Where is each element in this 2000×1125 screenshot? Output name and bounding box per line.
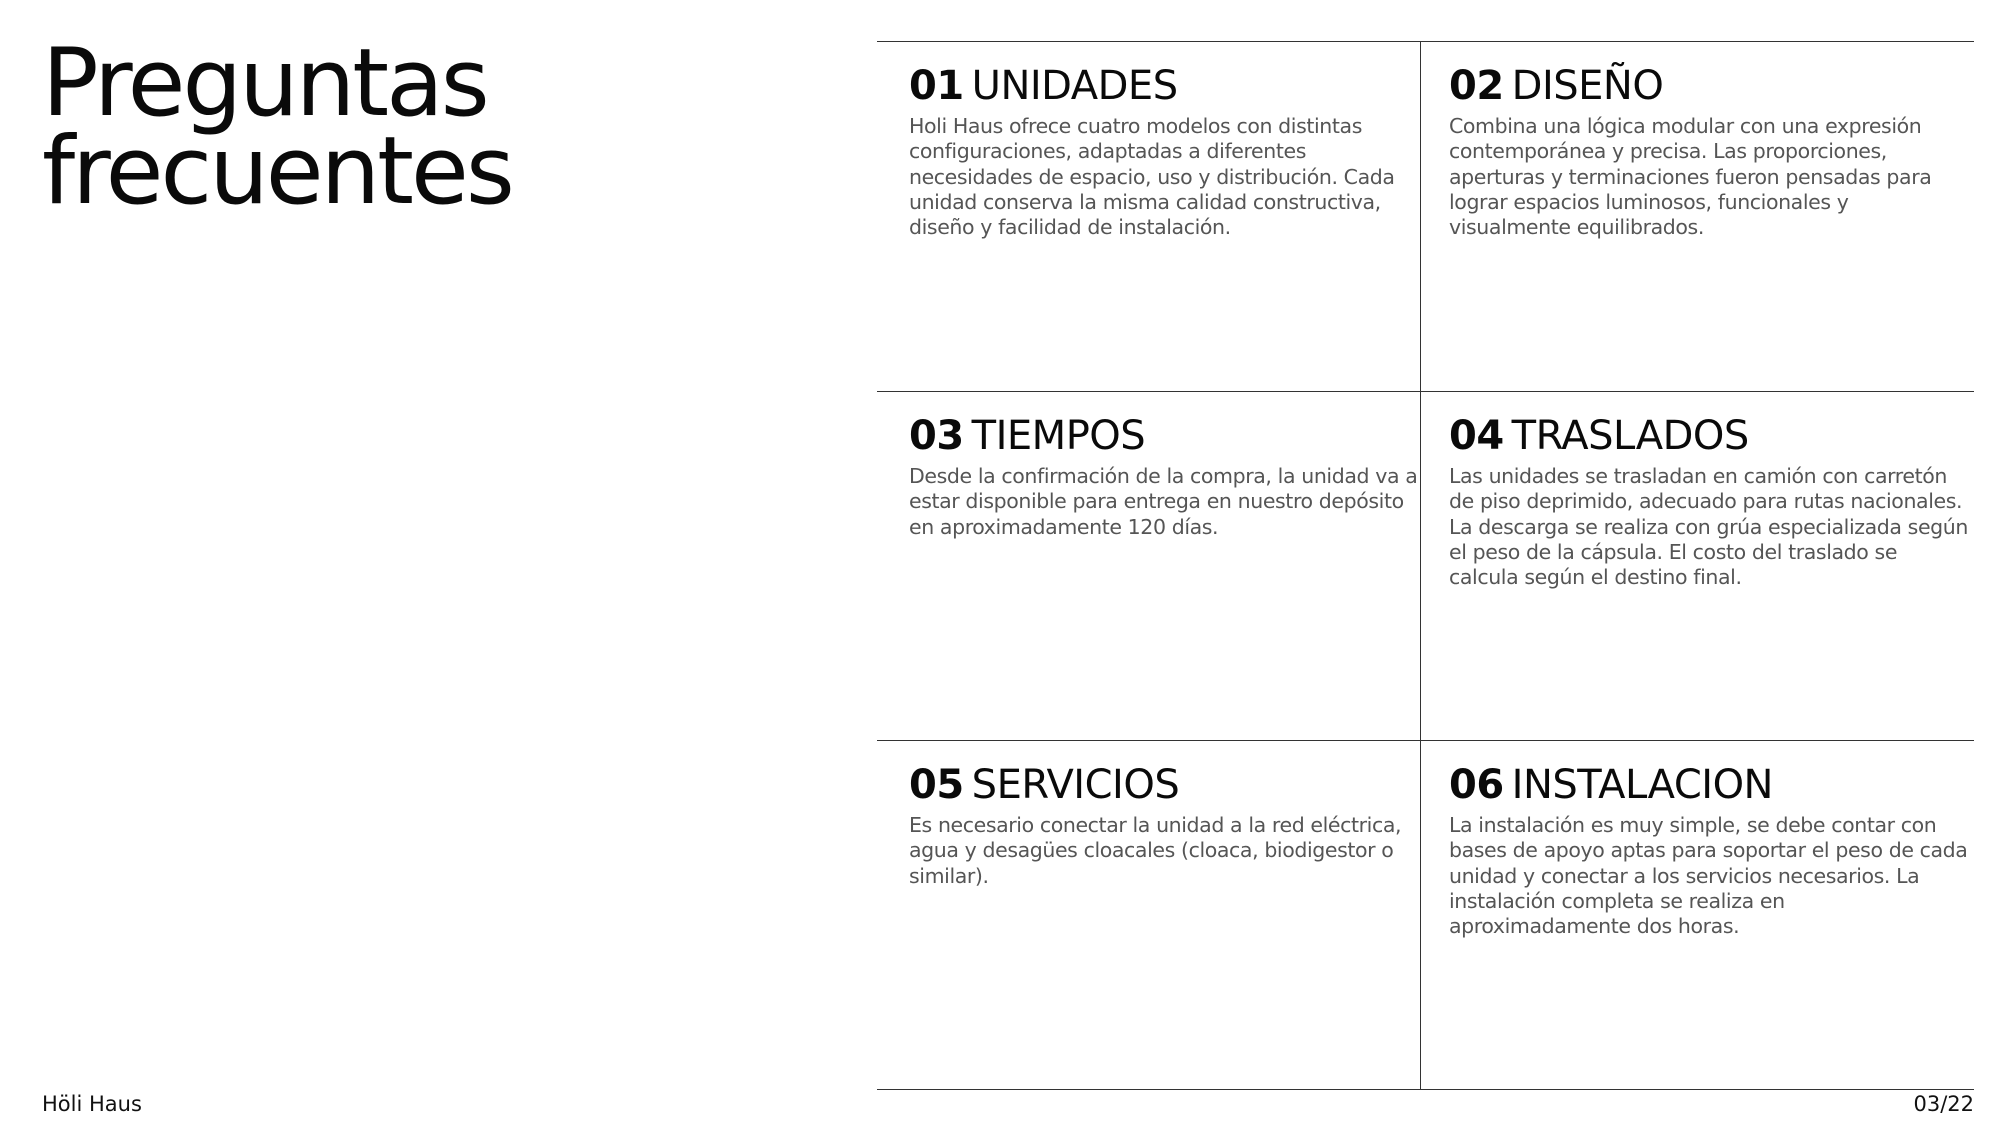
faq-text: Desde la confirmación de la compra, la unidad va a estar disponible para entrega en nuestro depósito en aproximadamente 120 días.	[909, 464, 1418, 539]
faq-title: UNIDADES	[971, 63, 1178, 109]
faq-title: DISEÑO	[1511, 63, 1664, 109]
faq-text: Es necesario conectar la unidad a la red eléctrica, agua y desagües cloacales (cloaca, biodigestor o similar).	[909, 813, 1402, 888]
faq-number: 06	[1449, 762, 1504, 808]
faq-title: TRASLADOS	[1511, 413, 1749, 459]
faq-number: 02	[1449, 63, 1504, 109]
faq-item-servicios	[877, 740, 1421, 1089]
footer-brand: Höli Haus	[42, 1092, 142, 1116]
faq-item-diseno	[1421, 42, 1974, 391]
page-title-line-1: Preguntas	[42, 29, 487, 138]
faq-item-tiempos	[877, 391, 1421, 740]
faq-item-unidades	[877, 42, 1421, 391]
page-title	[42, 29, 512, 226]
faq-number: 04	[1449, 413, 1504, 459]
page-number: 03/22	[1913, 1092, 1974, 1116]
faq-text: La instalación es muy simple, se debe contar con bases de apoyo aptas para soportar el peso de cada unidad y conectar a los servicios necesarios. La instalación completa se realiza en aproximadamente dos horas.	[1449, 813, 1968, 939]
faq-item-traslados	[1421, 391, 1974, 740]
faq-number: 05	[909, 762, 964, 808]
faq-grid	[877, 41, 1974, 1090]
faq-heading	[1449, 64, 1974, 108]
faq-text: Combina una lógica modular con una expresión contemporánea y precisa. Las proporciones, aperturas y terminaciones fueron pensadas para lograr espacios luminosos, funcionales y visualmente equilibrados.	[1449, 114, 1932, 240]
faq-text: Las unidades se trasladan en camión con carretón de piso deprimido, adecuado para rutas nacionales. La descarga se realiza con grúa especializada según el peso de la cápsula. El costo del traslado se calcula según el destino final.	[1449, 464, 1968, 590]
faq-heading	[1449, 763, 1974, 807]
faq-number: 03	[909, 413, 964, 459]
faq-heading	[909, 763, 1420, 807]
faq-text: Holi Haus ofrece cuatro modelos con distintas configuraciones, adaptadas a diferentes necesidades de espacio, uso y distribución. Cada unidad conserva la misma calidad constructiva, diseño y facilidad de instalación.	[909, 114, 1395, 240]
faq-heading	[909, 414, 1420, 458]
faq-title: TIEMPOS	[971, 413, 1146, 459]
faq-heading	[1449, 414, 1974, 458]
faq-item-instalacion	[1421, 740, 1974, 1089]
faq-title: INSTALACION	[1511, 762, 1773, 808]
faq-number: 01	[909, 63, 964, 109]
faq-title: SERVICIOS	[971, 762, 1180, 808]
faq-heading	[909, 64, 1420, 108]
page-title-line-2: frecuentes	[42, 117, 512, 226]
